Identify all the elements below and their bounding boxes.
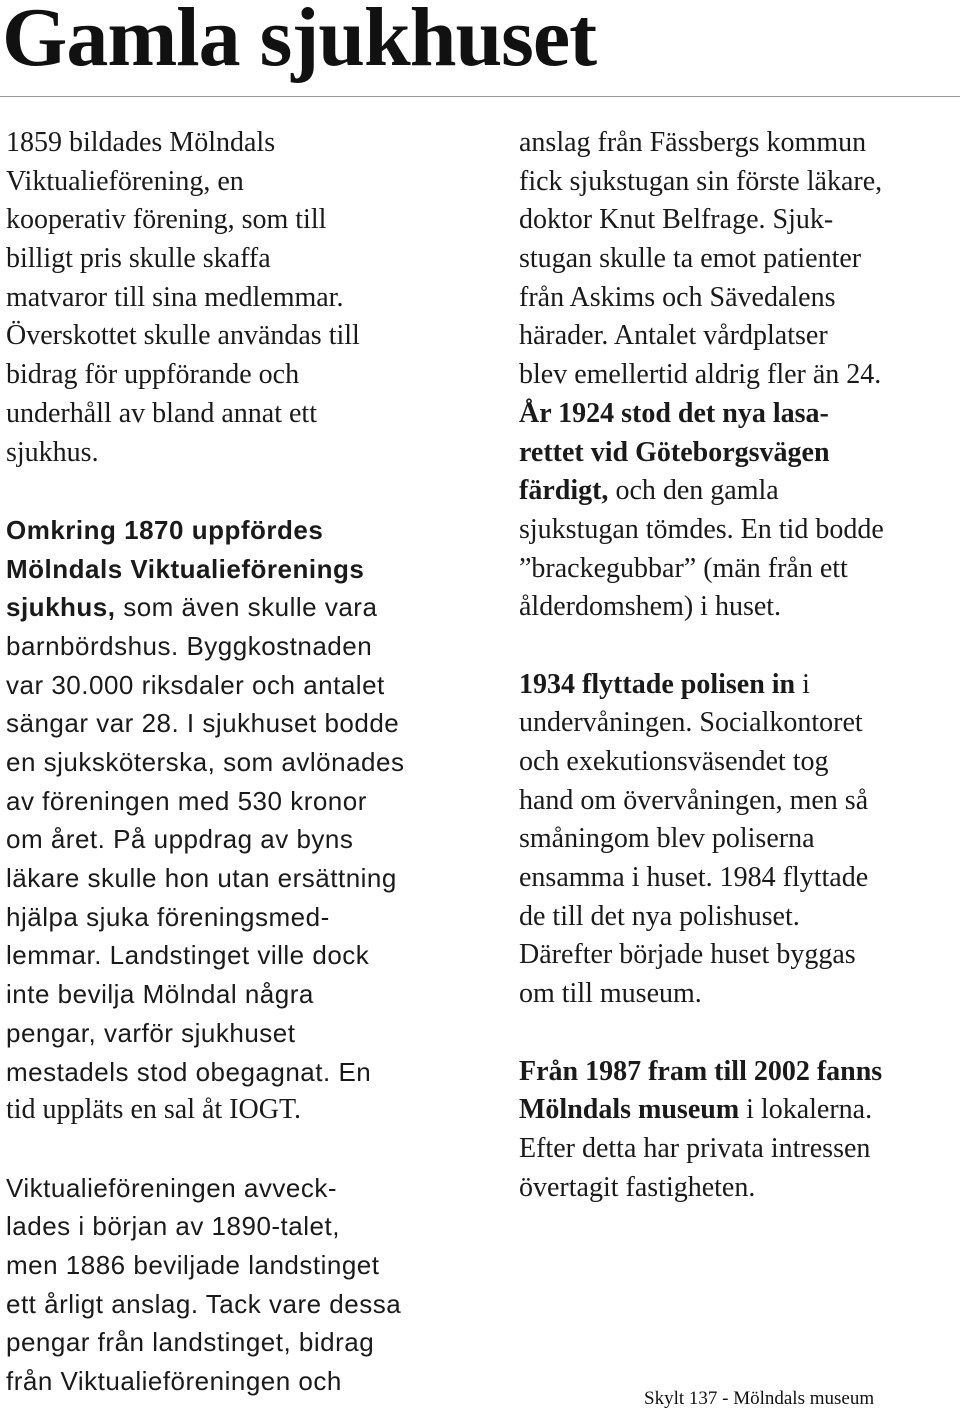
text-segment: från Viktualieföreningen och [6,1366,342,1396]
text-line [519,820,959,859]
text-segment: matvaror till sina medlemmar. [6,281,344,313]
text-line [519,240,959,279]
text-line [519,936,959,975]
title-divider [0,96,960,97]
text-segment: ett årligt anslag. Tack vare dessa [6,1288,402,1319]
text-segment: sjukhus. [6,436,99,468]
text-segment: 1859 bildades Mölndals [6,127,276,158]
text-segment: hjälpa sjuka föreningsmed- [6,901,330,932]
text-segment: anslag från Fässbergs kommun [519,127,867,158]
text-line [6,588,476,627]
text-line [519,1169,959,1208]
text-line [6,1285,476,1324]
text-line [519,1091,959,1130]
text-segment: Därefter började huset byggas [519,939,856,971]
text-segment: Överskottet skulle användas till [6,320,360,352]
text-line [6,782,476,821]
text-line [519,666,959,705]
bold-text-segment: Omkring 1870 uppfördes [6,514,324,545]
text-line [6,820,476,859]
text-line [519,279,959,318]
page-title: Gamla sjukhuset [2,0,597,84]
bold-text-segment: Mölndals museum [519,1094,740,1126]
bold-text-segment: Från 1987 fram till 2002 fanns [519,1055,883,1087]
text-segment: av föreningen med 530 kronor [6,785,367,816]
text-line [6,1014,476,1053]
text-segment: underhåll av bland annat ett [6,397,317,429]
text-line [6,163,476,202]
text-segment: Viktualieförening, en [6,165,244,197]
bold-text-segment: rettet vid Göteborgsvägen [519,436,830,468]
text-line [519,743,959,782]
text-line [6,1053,476,1092]
text-segment: stugan skulle ta emot patienter [519,243,862,275]
text-segment: sängar var 28. I sjukhuset bodde [6,708,400,739]
bold-text-segment: Mölndals Viktualieförenings [6,553,365,584]
text-line [6,550,476,589]
text-line [519,898,959,937]
text-line [519,472,959,511]
text-line [519,163,959,202]
text-segment: undervåningen. Socialkontoret [519,707,863,739]
text-segment: billigt pris skulle skaffa [6,243,271,275]
text-segment: i lokalerna. [739,1094,873,1126]
text-segment: ”brackegubbar” (män från ett [519,552,848,584]
text-segment: fick sjukstugan sin förste läkare, [519,165,883,197]
text-line [519,395,959,434]
text-segment: lades i början av 1890-talet, [6,1211,340,1242]
text-segment: lemmar. Landstinget ville dock [6,940,370,971]
bold-text-segment: sjukhus, [6,592,116,623]
text-segment: pengar från landstinget, bidrag [6,1327,375,1358]
text-line [6,395,476,434]
text-segment: var 30.000 riksdaler och antalet [6,669,385,700]
text-line [6,975,476,1014]
text-line [519,124,959,163]
paragraph-gap [6,1130,476,1169]
text-segment: kooperativ förening, som till [6,204,327,236]
text-segment: sjukstugan tömdes. En tid bodde [519,513,884,545]
text-line [6,1323,476,1362]
text-segment: hand om övervåningen, men så [519,784,869,816]
text-line [6,627,476,666]
text-segment: läkare skulle hon utan ersättning [6,863,397,894]
text-line [519,434,959,473]
text-line [519,1053,959,1092]
text-line [6,1207,476,1246]
text-line [6,666,476,705]
text-segment: en sjuksköterska, som avlönades [6,747,405,777]
text-segment: Viktualieföreningen avveck- [6,1172,337,1203]
text-line [519,975,959,1014]
text-segment: pengar, varför sjukhuset [6,1017,296,1048]
text-line [6,124,476,163]
bold-text-segment: 1934 flyttade polisen in [519,668,796,700]
text-line [6,279,476,318]
text-line [6,936,476,975]
text-segment: om året. På uppdrag av byns [6,824,354,855]
text-segment: ålderdomshem) i huset. [519,591,782,623]
paragraph-gap [519,627,959,666]
text-segment: de till det nya polishuset. [519,900,800,932]
text-line [519,588,959,627]
text-segment: småningom blev poliserna [519,823,815,855]
text-segment: från Askims och Sävedalens [519,281,836,313]
paragraph-gap [6,472,476,511]
text-line [6,1246,476,1285]
text-line [6,317,476,356]
text-line [6,1169,476,1208]
text-line [6,356,476,395]
left-text-column [6,124,476,1401]
text-line [6,434,476,473]
text-segment: om till museum. [519,978,702,1010]
text-line [519,550,959,589]
text-line [6,511,476,550]
text-line [6,859,476,898]
text-line [519,859,959,898]
sign-footer: Skylt 137 - Mölndals museum [644,1388,875,1409]
text-line [6,743,476,782]
text-segment: doktor Knut Belfrage. Sjuk- [519,204,834,236]
right-text-column [519,124,959,1207]
text-segment: tid uppläts en sal åt IOGT. [6,1094,301,1126]
text-line [519,201,959,240]
text-line [6,704,476,743]
text-line [6,1091,476,1130]
text-line [6,201,476,240]
text-line [519,704,959,743]
text-segment: ensamma i huset. 1984 flyttade [519,862,869,894]
text-line [519,1130,959,1169]
text-segment: Efter detta har privata intressen [519,1132,871,1164]
text-line [519,782,959,821]
text-segment: barnbördshus. Byggkostnaden [6,630,373,661]
text-line [519,511,959,550]
text-segment: bidrag för uppförande och [6,359,300,391]
text-segment: men 1886 beviljade landstinget [6,1249,380,1280]
bold-text-segment: färdigt, [519,475,609,507]
text-line [6,898,476,937]
text-line [6,1362,476,1401]
text-line [519,317,959,356]
text-segment: i [795,668,810,700]
text-segment: som även skulle vara [115,592,378,623]
text-line [519,356,959,395]
text-segment: mestadels stod obegagnat. En [6,1056,372,1087]
text-line [6,240,476,279]
text-segment: och exekutionsväsendet tog [519,746,829,777]
text-segment: övertagit fastigheten. [519,1171,756,1203]
text-segment: inte bevilja Mölndal några [6,979,314,1010]
text-segment: blev emellertid aldrig fler än 24. [519,359,882,391]
bold-text-segment: År 1924 stod det nya lasa- [519,397,829,429]
text-segment: och den gamla [608,475,779,507]
text-segment: härader. Antalet vårdplatser [519,320,828,352]
paragraph-gap [519,1014,959,1053]
